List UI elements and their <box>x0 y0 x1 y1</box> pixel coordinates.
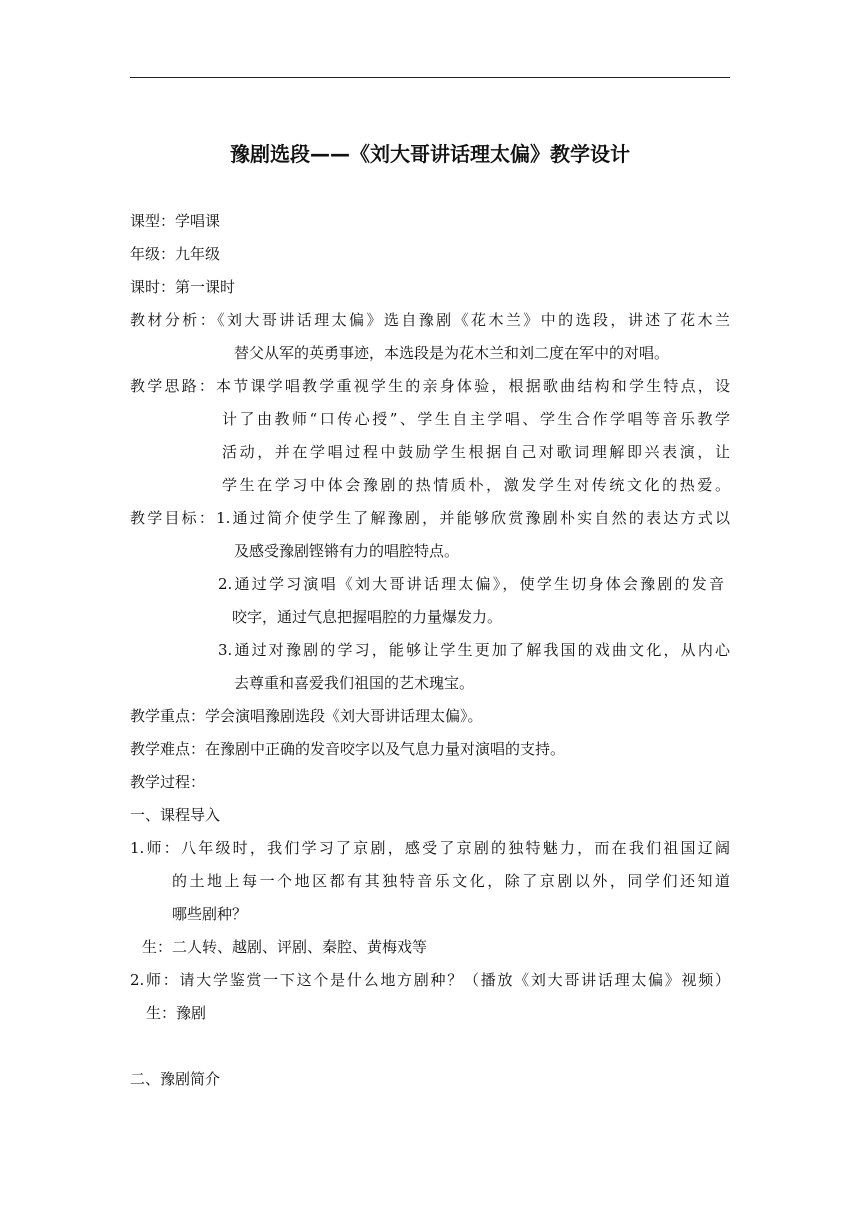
text-line: 学生在学习中体会豫剧的热情质朴，激发学生对传统文化的热爱。 <box>222 476 730 494</box>
text-line: 计了由教师“口传心授”、学生自主学唱、学生合作学唱等音乐教学 <box>222 410 730 428</box>
text-line: 年级：九年级 <box>130 245 221 263</box>
text-line: 教学重点：学会演唱豫剧选段《刘大哥讲话理太偏》。 <box>130 707 483 725</box>
text-line: 1.师：八年级时，我们学习了京剧，感受了京剧的独特魅力，而在我们祖国辽阔 <box>130 839 730 857</box>
text-line: 教学过程： <box>130 773 206 791</box>
document-title: 豫剧选段——《刘大哥讲话理太偏》教学设计 <box>230 142 630 166</box>
text-line: 生：豫剧 <box>146 1004 207 1022</box>
text-line: 替父从军的英勇事迹，本选段是为花木兰和刘二度在军中的对唱。 <box>234 344 670 362</box>
text-line: 教学思路：本节课学唱教学重视学生的亲身体验，根据歌曲结构和学生特点，设 <box>130 377 730 395</box>
text-line: 的土地上每一个地区都有其独特音乐文化，除了京剧以外，同学们还知道 <box>172 872 730 890</box>
text-line: 去尊重和喜爱我们祖国的艺术瑰宝。 <box>234 674 475 692</box>
text-line: 生：二人转、越剧、评剧、秦腔、黄梅戏等 <box>142 938 428 956</box>
text-line: 教材分析：《刘大哥讲话理太偏》选自豫剧《花木兰》中的选段，讲述了花木兰 <box>130 311 730 329</box>
text-line: 3.通过对豫剧的学习，能够让学生更加了解我国的戏曲文化，从内心 <box>218 641 730 659</box>
text-line: 咬字，通过气息把握唱腔的力量爆发力。 <box>232 608 503 626</box>
text-line: 教学目标：1.通过简介使学生了解豫剧，并能够欣赏豫剧朴实自然的表达方式以 <box>130 509 730 527</box>
text-line: 课型：学唱课 <box>130 212 221 230</box>
section-heading: 一、课程导入 <box>130 806 221 824</box>
text-line: 2.通过学习演唱《刘大哥讲话理太偏》，使学生切身体会豫剧的发音 <box>218 575 724 593</box>
text-line: 及感受豫剧铿锵有力的唱腔特点。 <box>234 542 460 560</box>
text-line: 活动，并在学唱过程中鼓励学生根据自己对歌词理解即兴表演，让 <box>222 443 730 461</box>
text-line: 2.师：请大学鉴赏一下这个是什么地方剧种？（播放《刘大哥讲话理太偏》视频） <box>130 971 730 989</box>
text-line: 哪些剧种？ <box>172 905 248 923</box>
section-heading: 二、豫剧简介 <box>130 1070 221 1088</box>
header-rule <box>130 77 730 78</box>
text-line: 课时：第一课时 <box>130 278 236 296</box>
text-line: 教学难点：在豫剧中正确的发音咬字以及气息力量对演唱的支持。 <box>130 740 566 758</box>
